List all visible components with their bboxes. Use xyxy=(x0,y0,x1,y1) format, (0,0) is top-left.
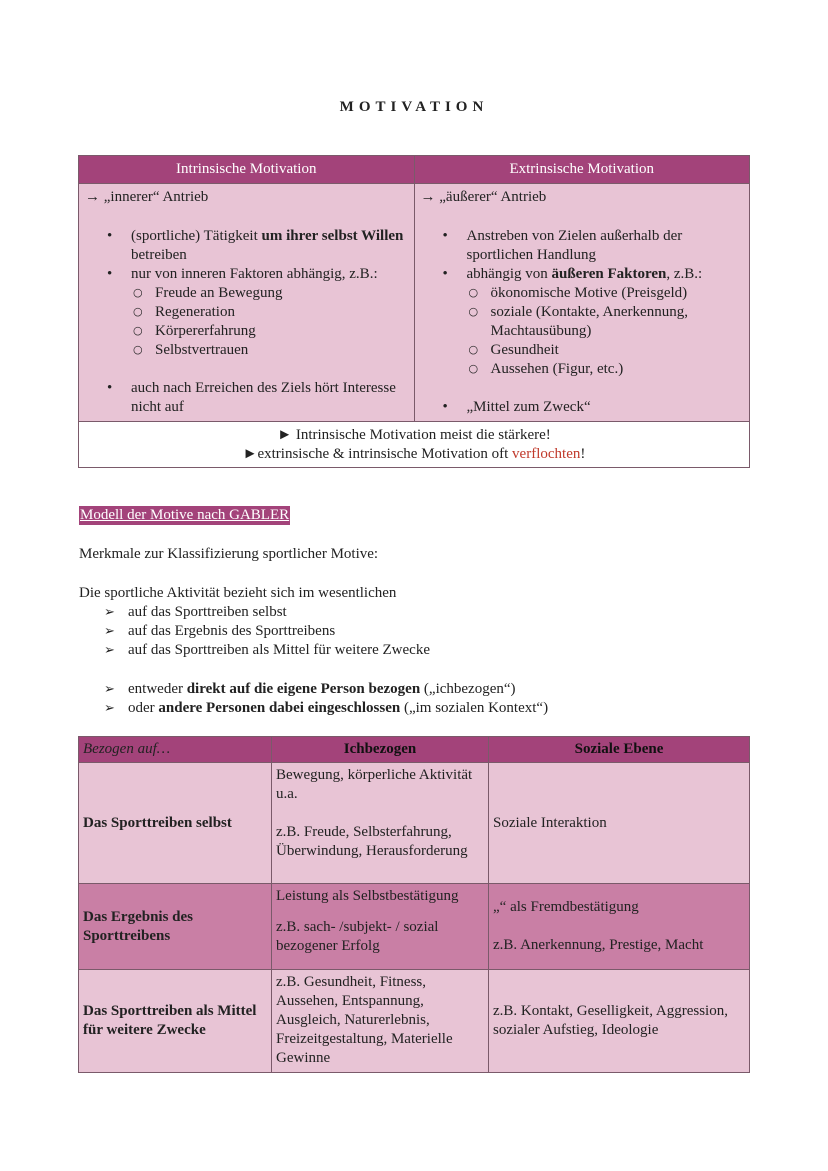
row-label: Das Sporttreiben selbst xyxy=(79,763,272,884)
list-item: • nur von inneren Faktoren abhängig, z.B.: ○ Freude an Bewegung ○ Regeneration ○ Körpererfahrung ○ Selbstvertrauen xyxy=(131,265,406,360)
extrinsic-list-2 xyxy=(421,398,742,417)
arrow-icon: ➢ xyxy=(104,701,115,716)
header-bezogen: Bezogen auf… xyxy=(79,737,272,763)
sub-list-item: ○ ökonomische Motive (Preisgeld) xyxy=(491,284,742,303)
sozial-cell: Soziale Interaktion xyxy=(489,763,750,884)
sub-list-item: ○ soziale (Kontakte, Anerkennung, Machtausübung) xyxy=(491,303,742,341)
table-row xyxy=(79,970,750,1073)
orientation-list xyxy=(104,680,548,718)
table-row xyxy=(79,884,750,970)
list-item: • „Mittel zum Zweck“ xyxy=(467,398,742,417)
intrinsic-list xyxy=(85,227,406,360)
list-item: • abhängig von äußeren Faktoren, z.B.: ○ ökonomische Motive (Preisgeld) ○ soziale (Kontakte, Anerkennung, Machtausübung) ○ Gesundheit ○ Aussehen (Figur, etc.) xyxy=(467,265,742,379)
intrinsic-drive: → „innerer“ Antrieb xyxy=(85,189,209,205)
list-item: ➢ auf das Sporttreiben selbst xyxy=(104,604,287,620)
row-label: Das Ergebnis des Sporttreibens xyxy=(79,884,272,970)
header-soziale-ebene: Soziale Ebene xyxy=(489,737,750,763)
header-ichbezogen: Ichbezogen xyxy=(272,737,489,763)
summary-line-1: ► Intrinsische Motivation meist die stärkere! xyxy=(277,427,551,443)
extrinsic-drive: → „äußerer“ Antrieb xyxy=(420,189,547,205)
sub-list-item: ○ Regeneration xyxy=(155,303,406,322)
arrow-icon: ➢ xyxy=(104,643,115,658)
sub-list-item: ○ Freude an Bewegung xyxy=(155,284,406,303)
intrinsic-list-2 xyxy=(85,379,406,417)
page-title: MOTIVATION xyxy=(339,99,489,115)
list-item: ➢ oder andere Personen dabei eingeschlossen („im sozialen Kontext“) xyxy=(104,700,549,716)
header-extrinsic: Extrinsische Motivation xyxy=(414,156,750,184)
arrow-icon: ➢ xyxy=(104,624,115,639)
sub-list-item: ○ Körpererfahrung xyxy=(155,322,406,341)
extrinsic-cell xyxy=(414,184,750,422)
intrinsic-cell xyxy=(79,184,415,422)
sozial-cell: „“ als Fremdbestätigung z.B. Anerkennung, Prestige, Macht xyxy=(489,884,750,970)
list-item: ➢ auf das Sporttreiben als Mittel für weitere Zwecke xyxy=(104,642,430,658)
sub-list-item: ○ Aussehen (Figur, etc.) xyxy=(491,360,742,379)
arrow-icon: ➢ xyxy=(104,682,115,697)
intro-text: Merkmale zur Klassifizierung sportlicher Motive: xyxy=(79,546,379,562)
motivation-table xyxy=(78,155,750,468)
ich-cell: Bewegung, körperliche Aktivität u.a. z.B. Freude, Selbsterfahrung, Überwindung, Herausforderung xyxy=(272,763,489,884)
table-row xyxy=(79,763,750,884)
list-item: • Anstreben von Zielen außerhalb der sportlichen Handlung xyxy=(467,227,742,265)
list-item: ➢ auf das Ergebnis des Sporttreibens xyxy=(104,623,336,639)
sub-list-item: ○ Selbstvertrauen xyxy=(155,341,406,360)
sozial-cell: z.B. Kontakt, Geselligkeit, Aggression, sozialer Aufstieg, Ideologie xyxy=(489,970,750,1073)
list-item: • (sportliche) Tätigkeit um ihrer selbst Willen betreiben xyxy=(131,227,406,265)
arrow-icon: ➢ xyxy=(104,605,115,620)
list-item: ➢ entweder direkt auf die eigene Person bezogen („ichbezogen“) xyxy=(104,681,516,697)
ich-cell: z.B. Gesundheit, Fitness, Aussehen, Entspannung, Ausgleich, Naturerlebnis, Freizeitgestaltung, Materielle Gewinne xyxy=(272,970,489,1073)
lead-text: Die sportliche Aktivität bezieht sich im wesentlichen xyxy=(79,585,397,601)
list-item: • auch nach Erreichen des Ziels hört Interesse nicht auf xyxy=(131,379,406,417)
section-heading: Modell der Motive nach GABLER xyxy=(80,507,290,523)
extrinsic-list xyxy=(421,227,742,379)
summary-line-2: ►extrinsische & intrinsische Motivation oft verflochten! xyxy=(242,446,586,462)
sub-list-item: ○ Gesundheit xyxy=(491,341,742,360)
focus-list xyxy=(104,603,430,660)
ich-cell: Leistung als Selbstbestätigung z.B. sach- /subjekt- / sozial bezogener Erfolg xyxy=(272,884,489,970)
gabler-table xyxy=(78,736,750,1073)
motivation-summary xyxy=(79,422,750,468)
header-intrinsic: Intrinsische Motivation xyxy=(79,156,415,184)
row-label: Das Sporttreiben als Mittel für weitere Zwecke xyxy=(79,970,272,1073)
